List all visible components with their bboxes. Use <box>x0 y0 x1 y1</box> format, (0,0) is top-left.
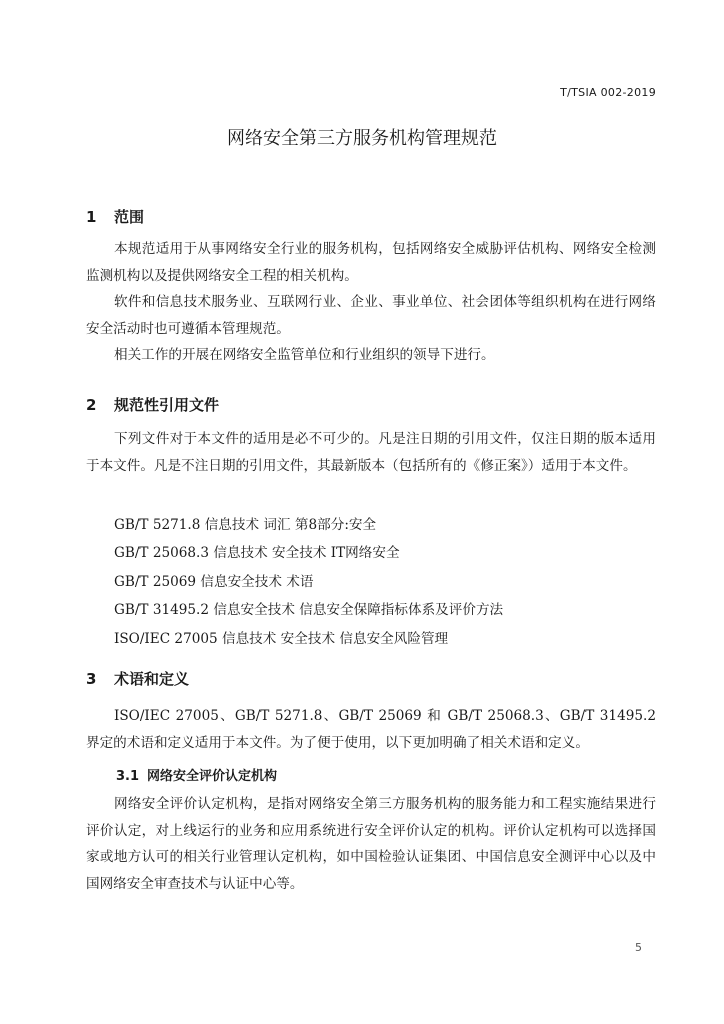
paragraph: 软件和信息技术服务业、互联网行业、企业、事业单位、社会团体等组织机构在进行网络安全活动时也可遵循本管理规范。 <box>86 294 656 337</box>
standard-code: T/TSIA 002-2019 <box>560 86 656 99</box>
paragraph: 下列文件对于本文件的适用是必不可少的。凡是注日期的引用文件，仅注日期的版本适用于本文件。凡是不注日期的引用文件，其最新版本（包括所有的《修正案》）适用于本文件。 <box>86 431 656 474</box>
section-heading-scope <box>86 206 144 227</box>
page-number: 5 <box>635 941 642 954</box>
reference-item: GB/T 25069 信息安全技术 术语 <box>114 574 314 590</box>
reference-item: GB/T 25068.3 信息技术 安全技术 IT网络安全 <box>114 545 400 561</box>
section-title: 规范性引用文件 <box>114 396 220 414</box>
reference-item: ISO/IEC 27005 信息技术 安全技术 信息安全风险管理 <box>114 631 449 647</box>
document-title: 网络安全第三方服务机构管理规范 <box>227 128 497 149</box>
paragraph: ISO/IEC 27005、GB/T 5271.8、GB/T 25069 和 GB/T 25068.3、GB/T 31495.2 界定的术语和定义适用于本文件。为了便于使用，以下更加明确了相关术语和定义。 <box>86 708 656 751</box>
paragraph: 本规范适用于从事网络安全行业的服务机构，包括网络安全威胁评估机构、网络安全检测监测机构以及提供网络安全工程的相关机构。 <box>86 241 656 284</box>
section-title: 范围 <box>114 208 145 226</box>
section-number: 2 <box>86 396 97 414</box>
section-number: 3 <box>86 670 97 688</box>
subsection-heading <box>116 765 277 784</box>
reference-item: GB/T 5271.8 信息技术 词汇 第8部分:安全 <box>114 517 377 533</box>
subsection-number: 3.1 <box>116 769 140 784</box>
section-title: 术语和定义 <box>114 670 190 688</box>
section-heading-terms-and-definitions <box>86 668 189 689</box>
reference-item: GB/T 31495.2 信息安全技术 信息安全保障指标体系及评价方法 <box>114 602 504 618</box>
paragraph: 网络安全评价认定机构，是指对网络安全第三方服务机构的服务能力和工程实施结果进行评价认定，对上线运行的业务和应用系统进行安全评价认定的机构。评价认定机构可以选择国家或地方认可的相关行业管理认定机构，如中国检验认证集团、中国信息安全测评中心以及中国网络安全审查技术与认证中心等。 <box>86 796 656 892</box>
paragraph: 相关工作的开展在网络安全监管单位和行业组织的领导下进行。 <box>114 347 495 363</box>
section-number: 1 <box>86 208 97 226</box>
section-heading-normative-references <box>86 394 219 415</box>
subsection-title: 网络安全评价认定机构 <box>147 769 278 784</box>
